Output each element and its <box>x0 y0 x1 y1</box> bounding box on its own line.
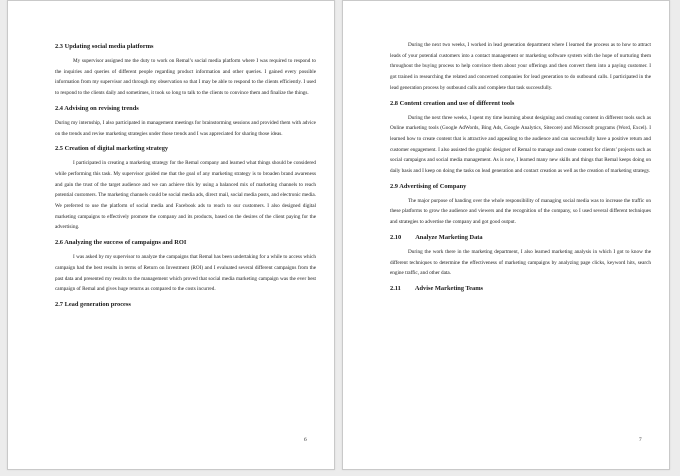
document-page-right <box>342 0 670 470</box>
section-paragraph: I participated in creating a marketing strategy for the Remal company and learned what things should be considered while performing this task. My supervisor guided me that the goal of any marketing strategy is to broaden brand awareness and gain the trust of the target audience and we can achieve this by using a balanced mix of marketing channels to reach potential customers. The marketing channels could be social media ads, direct mail, social media posts, and electronic media. We preferred to use the platform of social media and Facebook ads to reach to our customers. I also designed digital marketing campaigns to effectively promote the company and its products, based on the desires of the client paying for the advertising. <box>55 160 316 231</box>
section-heading <box>390 234 651 242</box>
page-content <box>390 39 651 293</box>
section-heading: 2.3 Updating social media platforms <box>55 43 154 50</box>
section-paragraph: During my internship, I also participated in management meetings for brainstorming sessions and provided them with advice on the trends and revise marketing strategies under those trends and I was appreciated for sharing those ideas. <box>55 119 316 137</box>
page-number: 6 <box>304 437 307 443</box>
section-heading: 2.5 Creation of digital marketing strategy <box>55 145 169 153</box>
page-content <box>55 39 316 309</box>
section-paragraph: The major purpose of handing over the whole responsibility of managing social media was to increase the traffic on these platforms to grow the audience and viewers and the recognition of the company, so I used several different techniques and strategies to advertise the company and got good output. <box>390 197 651 226</box>
section-heading-number: 2.10 <box>390 233 402 241</box>
section-heading: 2.9 Advertising of Company <box>390 182 467 190</box>
section-heading <box>390 285 651 293</box>
document-page-left <box>7 0 335 470</box>
section-heading-text: Advise Marketing Teams <box>414 284 484 292</box>
section-heading: 2.4 Advising on revising trends <box>55 104 139 112</box>
section-paragraph: During the work there in the marketing department, I also learned marketing analysis in which I got to know the different techniques to determine the effectiveness of marketing campaigns by analyzing page clicks, keyword hits, search engine traffic, and other data. <box>390 248 651 277</box>
section-heading: 2.6 Analyzing the success of campaigns and ROI <box>55 239 187 247</box>
section-heading: 2.7 Lead generation process <box>55 300 131 308</box>
section-heading: 2.8 Content creation and use of different tools <box>390 99 515 107</box>
section-paragraph: During the next two weeks, I worked in lead generation department where I learned the process as to how to attract leads of your potential customers into a contact management or marketing software system with the hope of nurturing them throughout the buying process to help convince them about your offerings and then convert them into a paying customer. I got trained in researching the related and concerned companies for lead generation to do outbound calls. I participated in the lead generation process by outbound calls and complete that task successfully. <box>390 42 651 91</box>
section-paragraph: I was asked by my supervisor to analyze the campaigns that Remal has been undertaking for a while to access which campaign had the best results in terms of Return on Investment (ROI) and I evaluated several different campaigns from the past data and presented my results to the management which proved that social media marketing campaign was the ever best campaign of Remal and gives huge returns as compared to the costs incurred. <box>55 254 316 293</box>
section-paragraph: During the next three weeks, I spent my time learning about designing and creating content in different tools such as Online marketing tools (Google AdWords, Bing Ads, Google Analytics, Sitecore) and Microsoft programs (Word, Excel). I learned how to create content that is attractive and appealing to the audience and can successfully have a positive return and customer engagement. I also assisted the graphic designer of Remal to manage and create content for clients’ projects such as social campaigns and social media management. As is now, I learned many new skills and things that Remal keeps doing on daily basis and I keep on doing the tasks on lead generation and contact creation as well as the creation of marketing strategy. <box>390 114 651 175</box>
section-heading-text: Analyze Marketing Data <box>415 233 483 241</box>
section-paragraph: My supervisor assigned me the duty to work on Remal’s social media platform where I was required to respond to the inquiries and queries of different people regarding product information and other queries. I gained every possible information from my supervisor and through my observation so that I may be able to respond to the clients efficiently. I used to respond to the clients daily and sometimes, it took so long to talk to the clients to convince them and finalize the things. <box>55 58 316 97</box>
page-number: 7 <box>639 437 642 443</box>
section-heading-number: 2.11 <box>390 284 401 292</box>
